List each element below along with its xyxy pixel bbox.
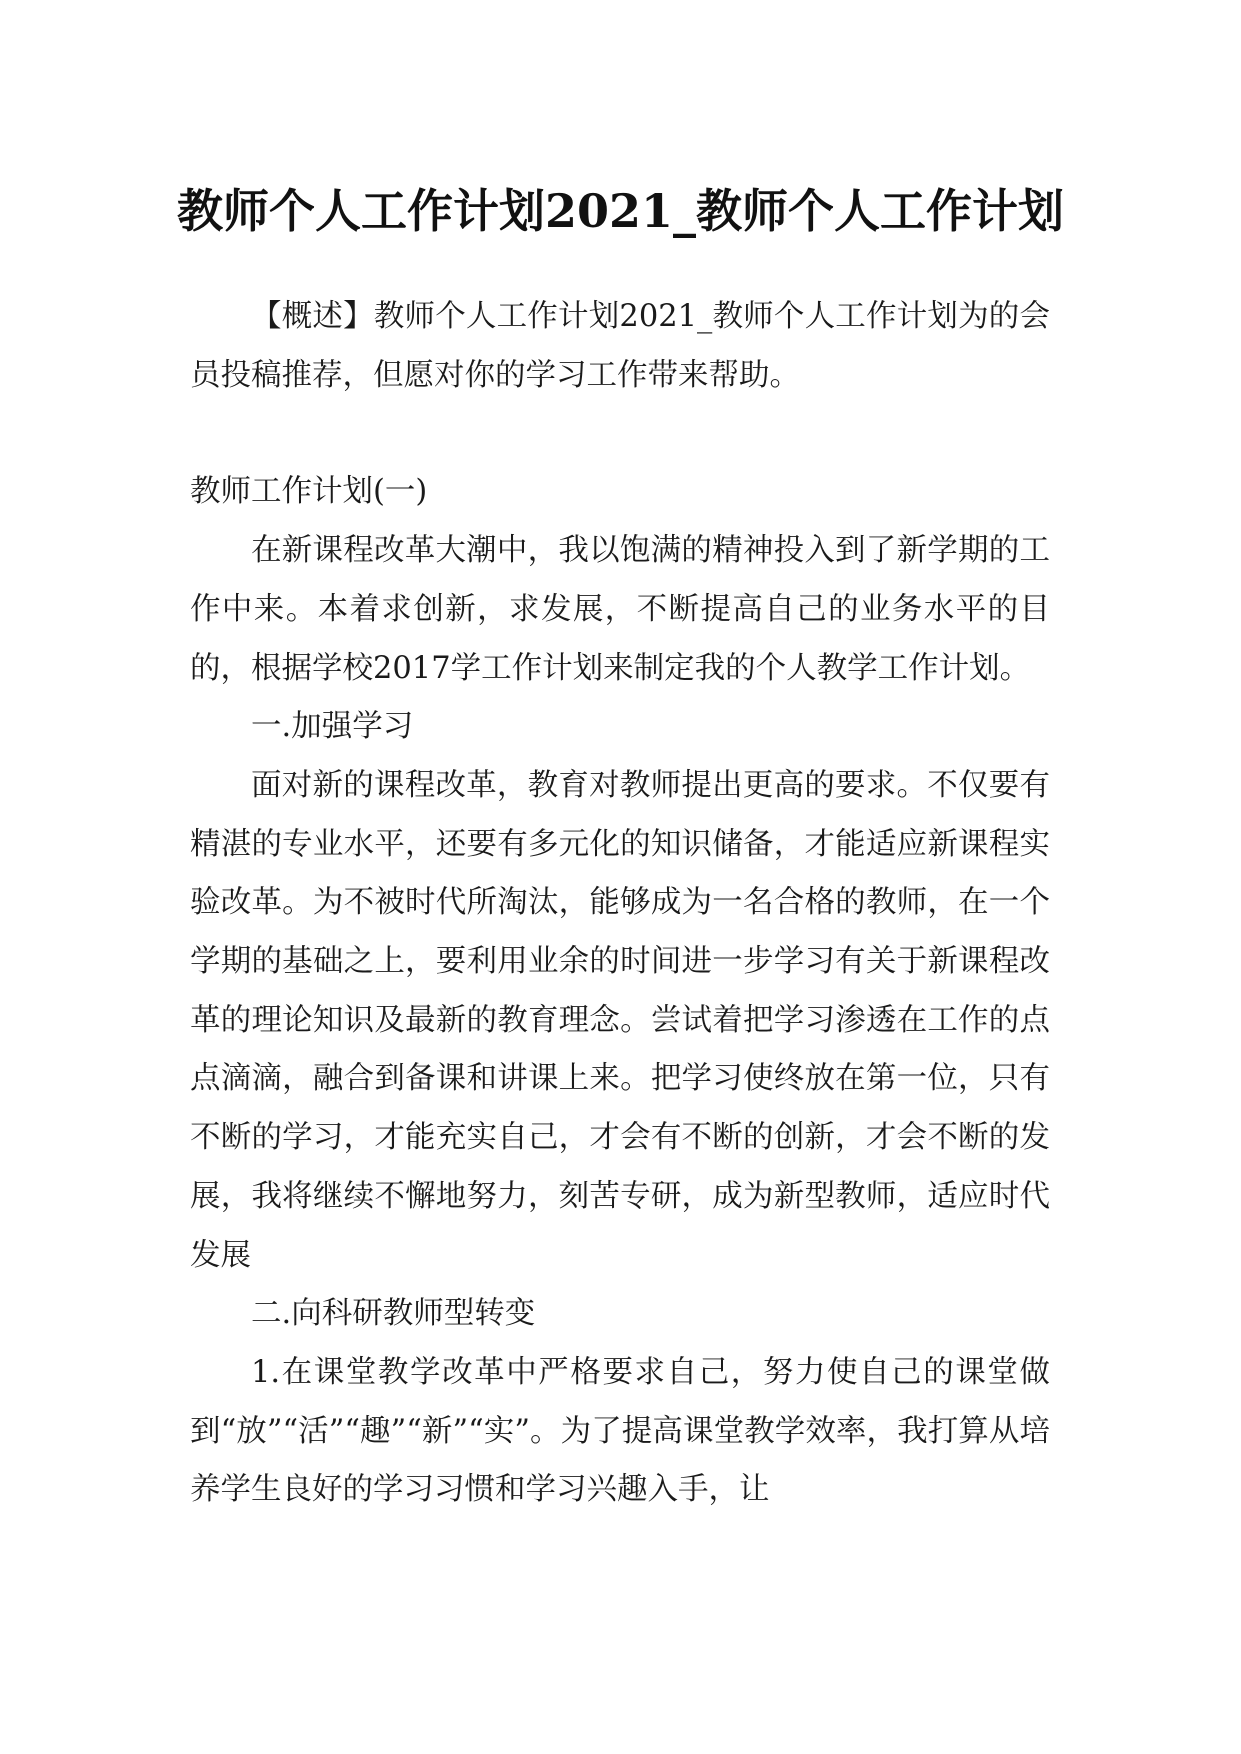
document-title: 教师个人工作计划2021_教师个人工作计划 [176, 183, 1065, 238]
document-body [190, 288, 1050, 1520]
section-heading: 教师工作计划(一) [190, 474, 428, 510]
subheading-research-teacher: 二.向科研教师型转变 [251, 1296, 536, 1332]
subheading-strengthen-learning: 一.加强学习 [251, 709, 414, 745]
body-paragraph: 在新课程改革大潮中，我以饱满的精神投入到了新学期的工作中来。本着求创新，求发展，不断提高自己的业务水平的目的，根据学校2017学工作计划来制定我的个人教学工作计划。 [190, 533, 1050, 686]
summary-paragraph: 【概述】教师个人工作计划2021_教师个人工作计划为的会员投稿推荐，但愿对你的学习工作带来帮助。 [190, 299, 1050, 393]
body-paragraph: 面对新的课程改革，教育对教师提出更高的要求。不仅要有精湛的专业水平，还要有多元化的知识储备，才能适应新课程实验改革。为不被时代所淘汰，能够成为一名合格的教师，在一个学期的基础之上，要利用业余的时间进一步学习有关于新课程改革的理论知识及最新的教育理念。尝试着把学习渗透在工作的点点滴滴，融合到备课和讲课上来。把学习使终放在第一位，只有不断的学习，才能充实自己，才会有不断的创新，才会不断的发展，我将继续不懈地努力，刻苦专研，成为新型教师，适应时代发展 [190, 767, 1050, 1273]
body-paragraph: 1.在课堂教学改革中严格要求自己，努力使自己的课堂做到“放”“活”“趣”“新”“实”。为了提高课堂教学效率，我打算从培养学生良好的学习习惯和学习兴趣入手，让 [190, 1354, 1050, 1508]
